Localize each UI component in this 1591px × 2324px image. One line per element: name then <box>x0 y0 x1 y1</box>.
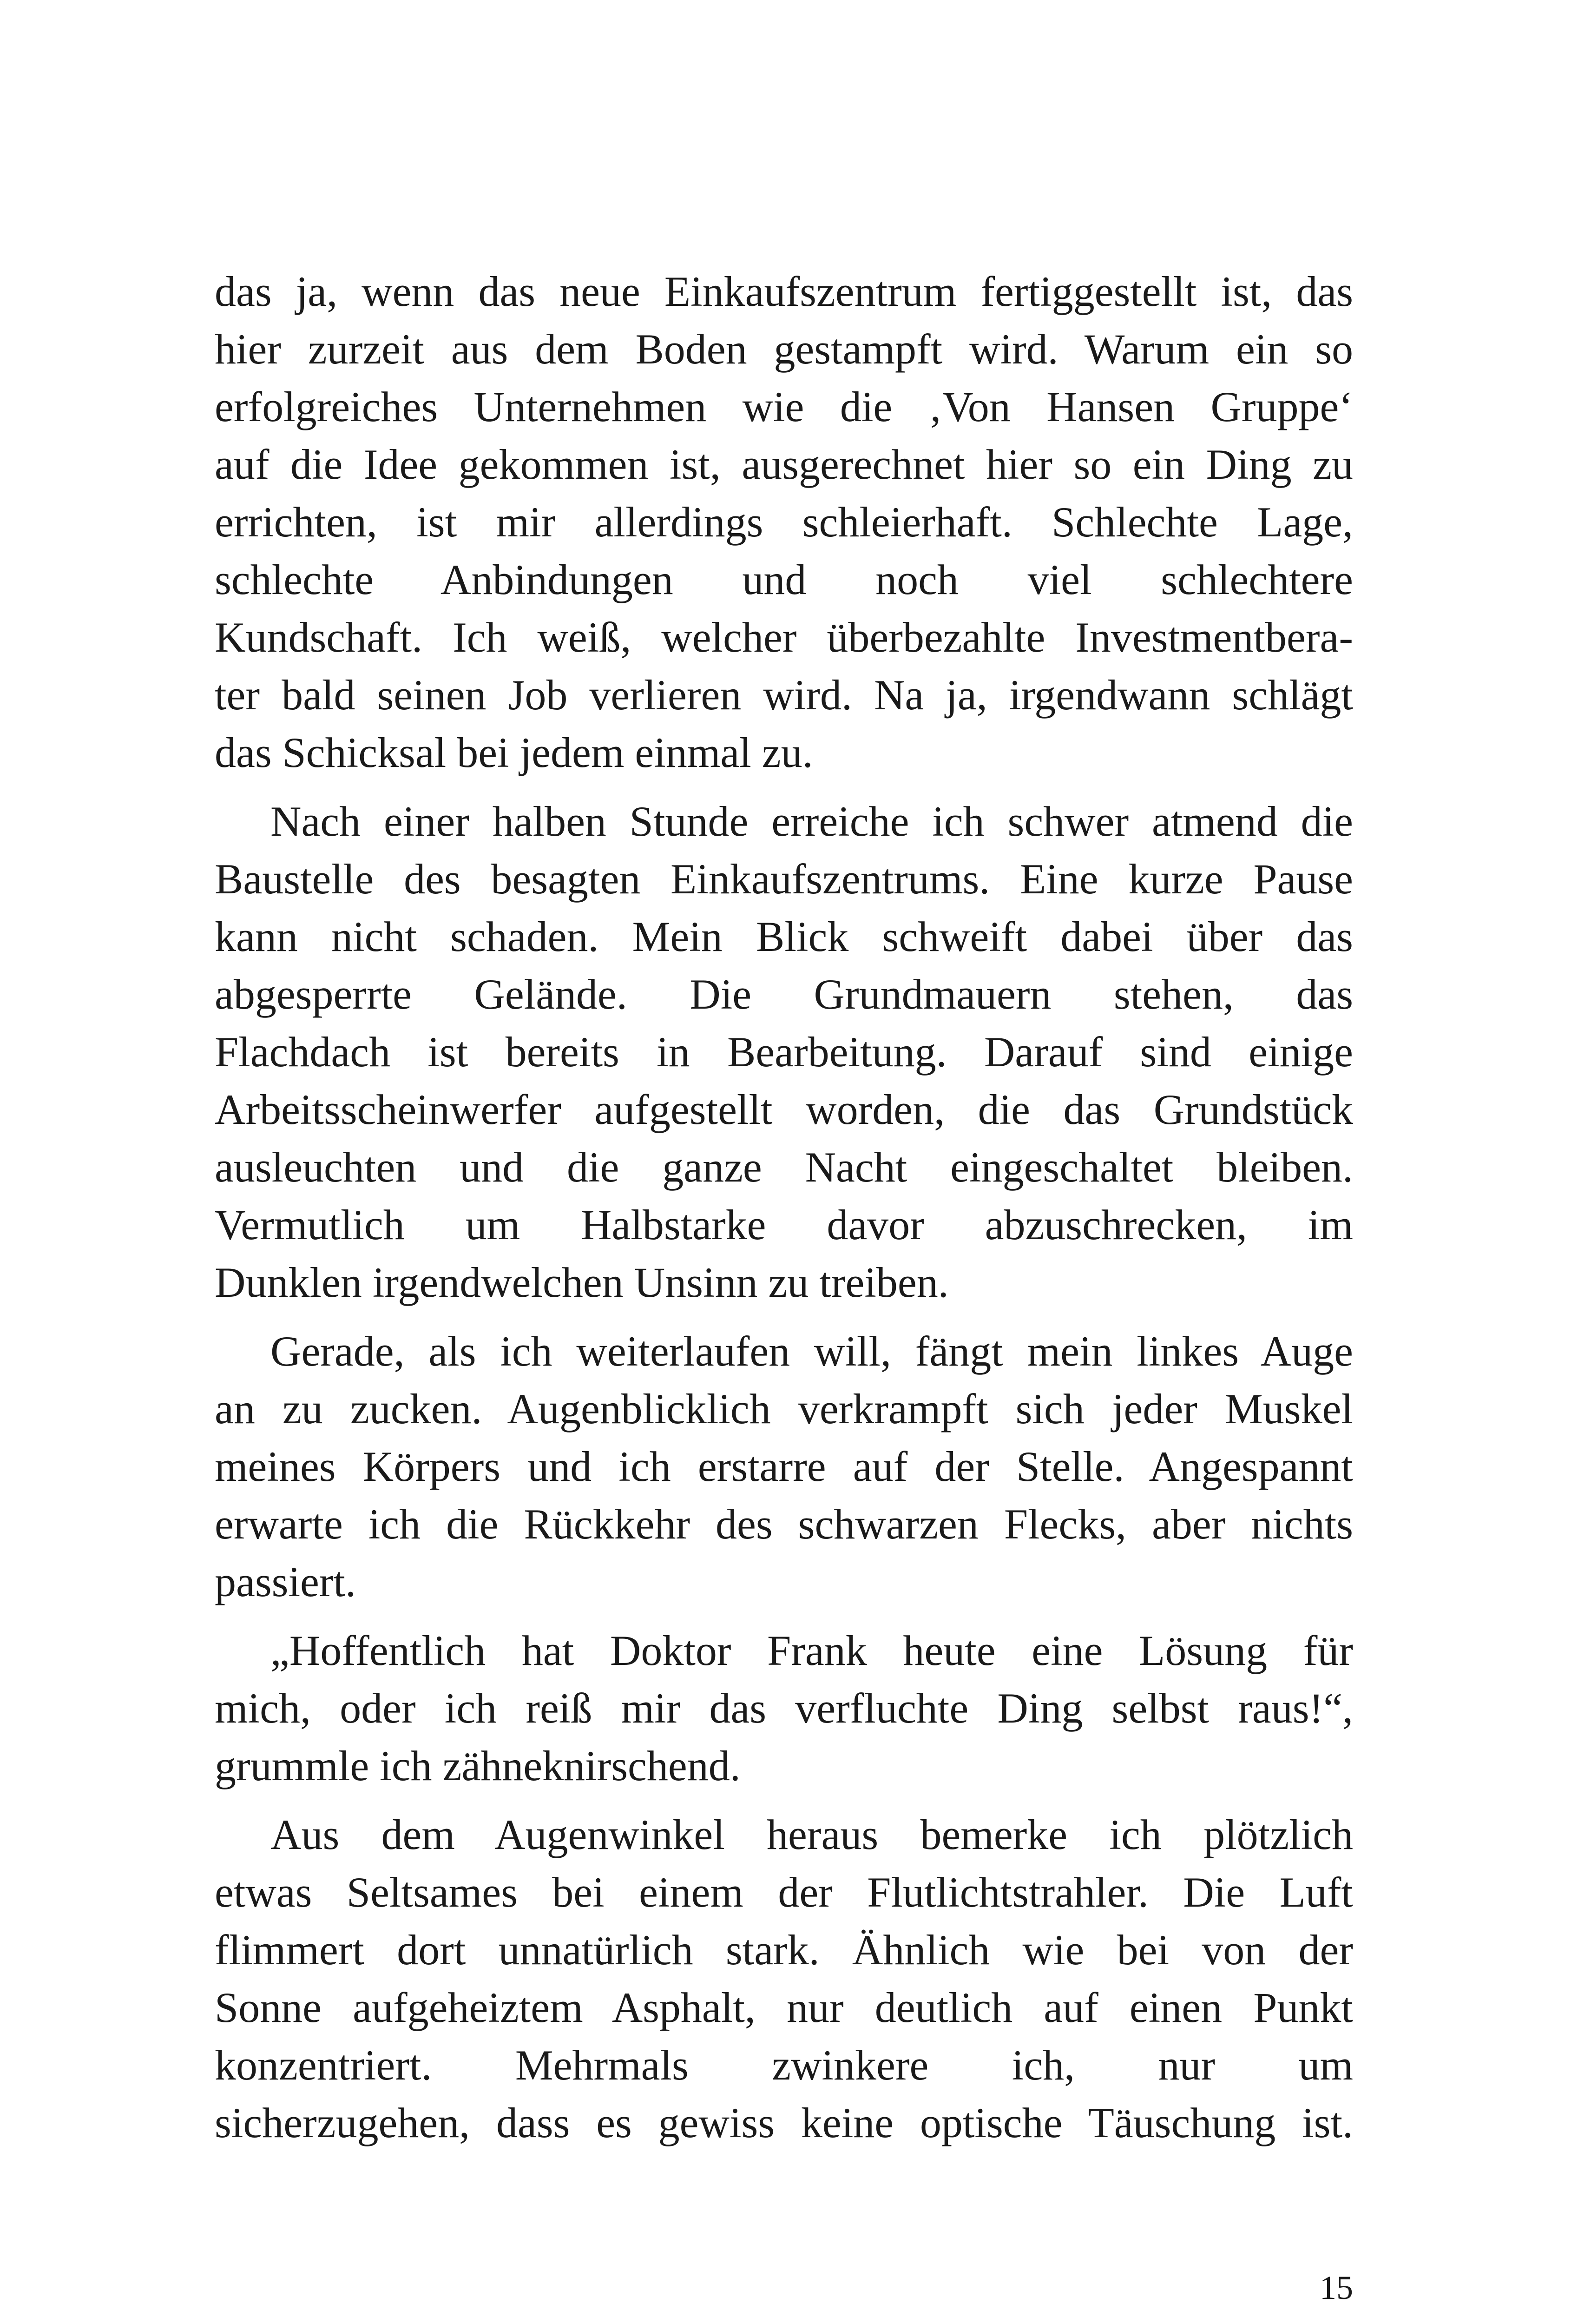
text-line: Baustelle des besagten Einkaufszentrums. Eine kurze Pause <box>215 855 1353 903</box>
text-line: konzentriert. Mehrmals zwinkere ich, nur um <box>215 2041 1353 2089</box>
paragraph-construction-site <box>215 792 1353 1311</box>
text-line: Aus dem Augenwinkel heraus bemerke ich plötzlich <box>270 1811 1353 1858</box>
text-line: Dunklen irgendwelchen Unsinn zu treiben. <box>215 1259 949 1306</box>
text-line: grummle ich zähneknirschend. <box>215 1742 741 1789</box>
text-line: abgesperrte Gelände. Die Grundmauern stehen, das <box>215 971 1353 1018</box>
text-line: hier zurzeit aus dem Boden gestampft wird. Warum ein so <box>215 325 1353 373</box>
text-line: ausleuchten und die ganze Nacht eingeschaltet bleiben. <box>215 1143 1353 1191</box>
text-line: ter bald seinen Job verlieren wird. Na ja, irgendwann schlägt <box>215 671 1353 719</box>
text-line: schlechte Anbindungen und noch viel schlechtere <box>215 556 1353 603</box>
text-line: kann nicht schaden. Mein Blick schweift dabei über das <box>215 913 1353 960</box>
text-line: mich, oder ich reiß mir das verfluchte Ding selbst raus!“, <box>215 1684 1353 1732</box>
text-line: auf die Idee gekommen ist, ausgerechnet hier so ein Ding zu <box>215 441 1353 488</box>
paragraph-continuation <box>215 263 1353 781</box>
text-line: etwas Seltsames bei einem der Flutlichtstrahler. Die Luft <box>215 1868 1353 1916</box>
text-line: meines Körpers und ich erstarre auf der Stelle. Angespannt <box>215 1443 1353 1490</box>
text-line: Nach einer halben Stunde erreiche ich schwer atmend die <box>270 798 1353 845</box>
text-line: erwarte ich die Rückkehr des schwarzen Flecks, aber nichts <box>215 1500 1353 1548</box>
text-line: Vermutlich um Halbstarke davor abzuschrecken, im <box>215 1201 1353 1248</box>
text-line: das Schicksal bei jedem einmal zu. <box>215 729 813 776</box>
paragraph-floodlight <box>215 1806 1353 2152</box>
page-number: 15 <box>1320 2269 1353 2306</box>
text-line: das ja, wenn das neue Einkaufszentrum fertiggestellt ist, das <box>215 268 1353 315</box>
text-line: erfolgreiches Unternehmen wie die ‚Von Hansen Gruppe‘ <box>215 383 1353 430</box>
text-line: Arbeitsscheinwerfer aufgestellt worden, die das Grundstück <box>215 1086 1353 1133</box>
text-line: passiert. <box>215 1558 356 1605</box>
text-line: Gerade, als ich weiterlaufen will, fängt mein linkes Auge <box>270 1327 1353 1375</box>
text-line: an zu zucken. Augenblicklich verkrampft sich jeder Muskel <box>215 1385 1353 1433</box>
paragraph-eye-twitch <box>215 1322 1353 1611</box>
book-page-body <box>215 263 1353 2152</box>
text-line: errichten, ist mir allerdings schleierhaft. Schlechte Lage, <box>215 498 1353 546</box>
text-line: „Hoffentlich hat Doktor Frank heute eine Lösung für <box>270 1627 1353 1674</box>
paragraph-dialogue <box>215 1622 1353 1795</box>
text-line: sicherzugehen, dass es gewiss keine optische Täuschung ist. <box>215 2099 1353 2146</box>
text-line: flimmert dort unnatürlich stark. Ähnlich wie bei von der <box>215 1926 1353 1974</box>
text-line: Flachdach ist bereits in Bearbeitung. Darauf sind einige <box>215 1028 1353 1076</box>
text-line: Kundschaft. Ich weiß, welcher überbezahlte Investmentbera- <box>215 614 1353 661</box>
text-line: Sonne aufgeheiztem Asphalt, nur deutlich auf einen Punkt <box>215 1984 1353 2031</box>
